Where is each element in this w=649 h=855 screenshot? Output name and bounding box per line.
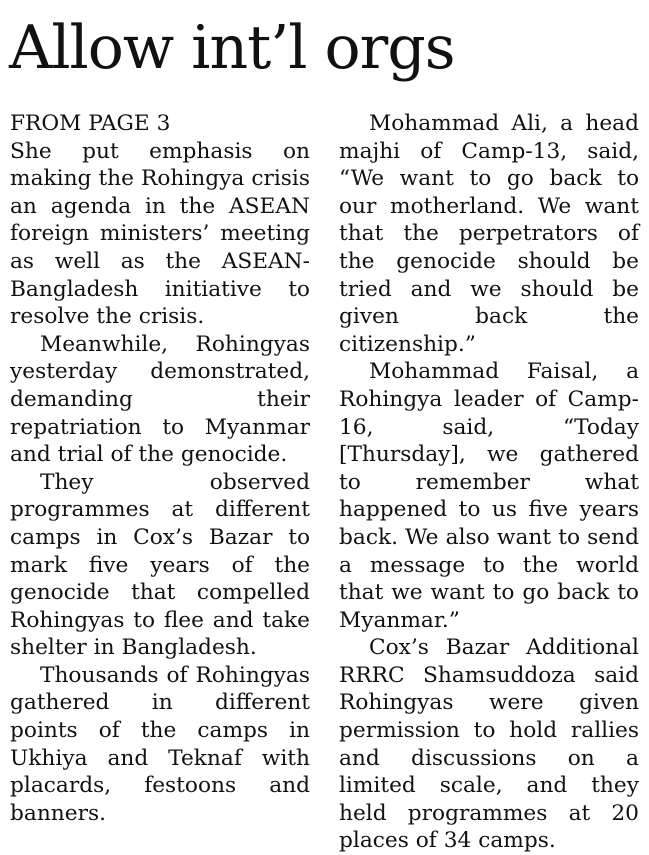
paragraph: Mohammad Faisal, a Rohingya leader of Camp-16, said, “Today [Thursday], we gathered to remember what happened to us five years back. We also want to send a message to the world that we want to go back to Myanmar.” <box>339 359 639 633</box>
paragraph: Mohammad Ali, a head majhi of Camp-13, said, “We want to go back to our motherland. We want that the perpetrators of the genocide should be tried and we should be given back the citizenship.” <box>339 111 639 357</box>
article-column-left <box>10 110 310 827</box>
jump-line: FROM PAGE 3 <box>10 111 171 136</box>
paragraph: She put emphasis on making the Rohingya crisis an agenda in the ASEAN foreign ministers’ meeting as well as the ASEAN-Bangladesh initiative to resolve the crisis. <box>10 138 310 330</box>
paragraph: Meanwhile, Rohingyas yesterday demonstrated, demanding their repatriation to Myanmar and trial of the genocide. <box>10 331 310 468</box>
paragraph: Thousands of Rohingyas gathered in different points of the camps in Ukhiya and Teknaf with placards, festoons and banners. <box>10 662 310 826</box>
headline: Allow int’l orgs <box>9 13 455 83</box>
article-column-right <box>339 110 639 855</box>
paragraph: They observed programmes at different camps in Cox’s Bazar to mark five years of the genocide that compelled Rohingyas to flee and take shelter in Bangladesh. <box>10 469 310 661</box>
paragraph: Cox’s Bazar Additional RRRC Shamsuddoza said Rohingyas were given permission to hold rallies and discussions on a limited scale, and they held programmes at 20 places of 34 camps. <box>339 635 639 854</box>
